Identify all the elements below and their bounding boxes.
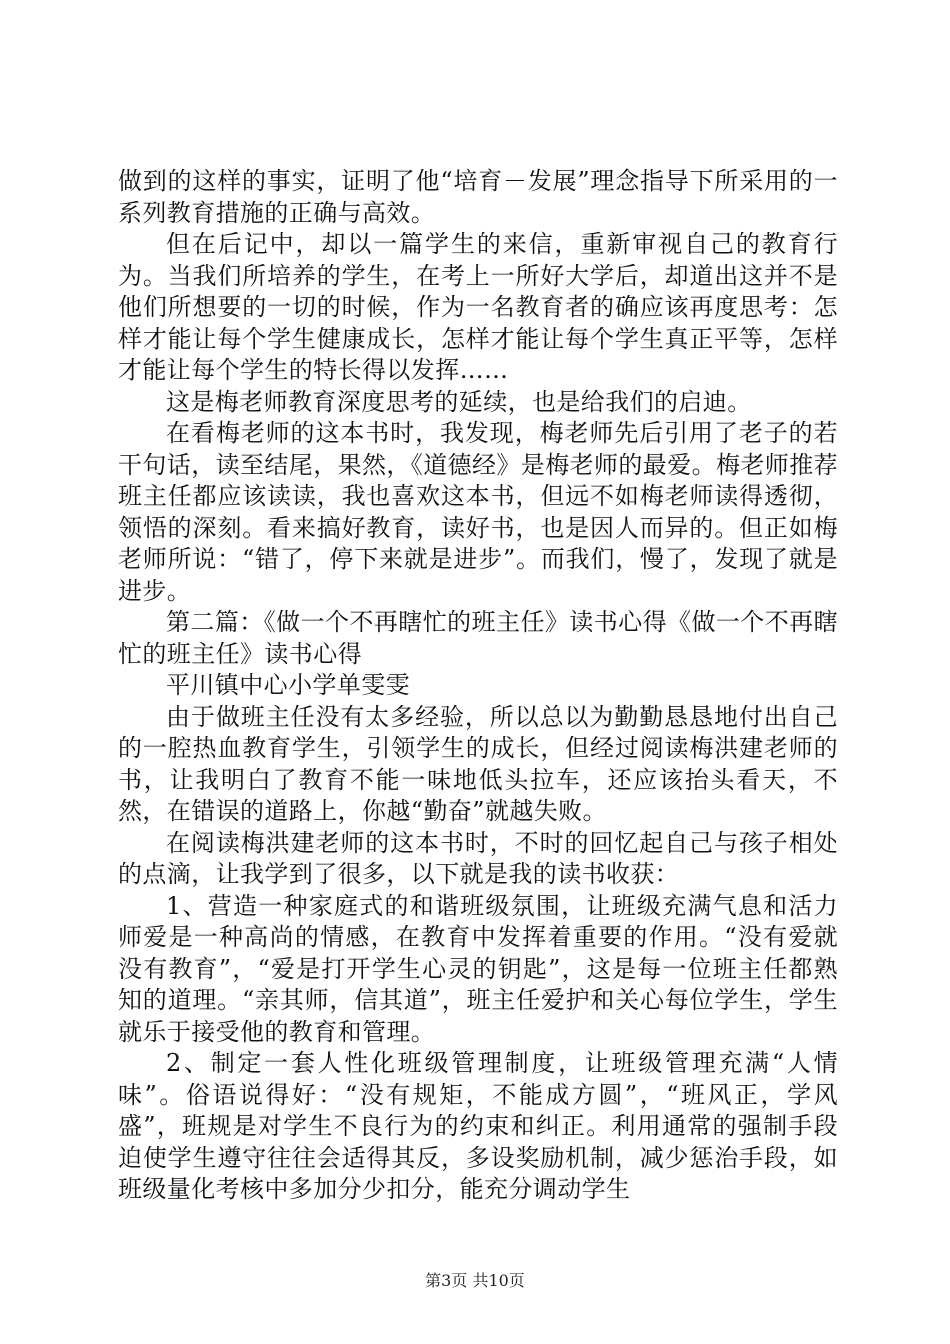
paragraph-5: 由于做班主任没有太多经验，所以总以为勤勤恳恳地付出自己的一腔热血教育学生，引领学生的成长，但经过阅读梅洪建老师的书，让我明白了教育不能一味地低头拉车，还应该抬头看天，不然，在错误的道路上，你越“勤奋”就越失败。	[118, 702, 838, 825]
page-number-footer: 第3页 共10页	[425, 1271, 525, 1290]
paragraph-2: 但在后记中，却以一篇学生的来信，重新审视自己的教育行为。当我们所培养的学生，在考上一所好大学后，却道出这并不是他们所想要的一切的时候，作为一名教育者的确应该再度思考：怎样才能让每个学生健康成长，怎样才能让每个学生真正平等，怎样才能让每个学生的特长得以发挥……	[118, 230, 838, 384]
paragraph-3: 这是梅老师教育深度思考的延续，也是给我们的启迪。	[166, 387, 752, 416]
paragraph-1: 做到的这样的事实，证明了他“培育－发展”理念指导下所采用的一系列教育措施的正确与高效。	[118, 167, 838, 227]
document-body	[118, 166, 838, 1206]
list-item-1: 1、营造一种家庭式的和谐班级氛围，让班级充满气息和活力师爱是一种高尚的情感，在教育中发挥着重要的作用。“没有爱就没有教育”，“爱是打开学生心灵的钥匙”，这是每一位班主任都熟知的道理。“亲其师，信其道”，班主任爱护和关心每位学生，学生就乐于接受他的教育和管理。	[118, 891, 838, 1046]
author-line: 平川镇中心小学单雯雯	[166, 671, 410, 699]
list-item-2: 2、制定一套人性化班级管理制度，让班级管理充满“人情味”。俗语说得好：“没有规矩，不能成方圆”，“班风正，学风盛”，班规是对学生不良行为的约束和纠正。利用通常的强制手段迫使学生遵守往往会适得其反，多设奖励机制，减少惩治手段，如班级量化考核中多加分少扣分，能充分调动学生	[118, 1049, 838, 1203]
paragraph-4: 在看梅老师的这本书时，我发现，梅老师先后引用了老子的若干句话，读至结尾，果然，《道德经》是梅老师的最爱。梅老师推荐班主任都应该读读，我也喜欢这本书，但远不如梅老师读得透彻，领悟的深刻。看来搞好教育，读好书，也是因人而异的。但正如梅老师所说：“错了，停下来就是进步”。而我们，慢了，发现了就是进步。	[118, 419, 838, 605]
paragraph-6: 在阅读梅洪建老师的这本书时，不时的回忆起自己与孩子相处的点滴，让我学到了很多，以下就是我的读书收获：	[118, 828, 838, 888]
section-heading: 第二篇：《做一个不再瞎忙的班主任》读书心得《做一个不再瞎忙的班主任》读书心得	[118, 608, 838, 668]
